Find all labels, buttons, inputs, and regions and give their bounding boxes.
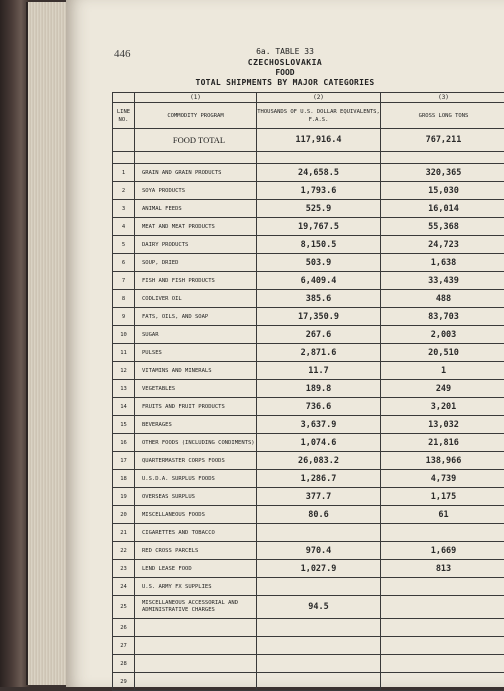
table-row <box>113 488 504 506</box>
commodity-name-cell: CIGARETTES AND TOBACCO <box>135 524 257 542</box>
line-number-cell: 14 <box>113 398 135 416</box>
column-number-3: (3) <box>381 93 504 103</box>
line-number-cell: 12 <box>113 362 135 380</box>
commodity-name-cell: FISH AND FISH PRODUCTS <box>135 272 257 290</box>
table-row <box>113 470 504 488</box>
tonnage-value-cell: 20,510 <box>381 344 504 362</box>
table-row <box>113 560 504 578</box>
tonnage-value-cell: 249 <box>381 380 504 398</box>
tonnage-value-cell: 138,966 <box>381 452 504 470</box>
dollar-value-cell: 17,350.9 <box>257 308 381 326</box>
dollar-value-cell: 24,658.5 <box>257 164 381 182</box>
dollar-value-cell: 94.5 <box>257 596 381 619</box>
table-id: 6a. TABLE 33 <box>66 47 504 56</box>
tonnage-value-cell: 2,003 <box>381 326 504 344</box>
line-number-cell: 10 <box>113 326 135 344</box>
commodity-name-cell: FATS, OILS, AND SOAP <box>135 308 257 326</box>
dollar-value-cell: 80.6 <box>257 506 381 524</box>
line-number-cell: 11 <box>113 344 135 362</box>
tonnage-value-cell: 15,030 <box>381 182 504 200</box>
line-number-cell: 16 <box>113 434 135 452</box>
table-row <box>113 506 504 524</box>
tonnage-value-cell <box>381 673 504 691</box>
table-row <box>113 542 504 560</box>
dollar-value-cell: 970.4 <box>257 542 381 560</box>
tonnage-value-cell: 13,032 <box>381 416 504 434</box>
dollar-value-cell: 189.8 <box>257 380 381 398</box>
dollar-value-cell <box>257 524 381 542</box>
line-number-cell: 27 <box>113 637 135 655</box>
tonnage-value-cell <box>381 655 504 673</box>
tonnage-value-cell <box>381 637 504 655</box>
program-header: COMMODITY PROGRAM <box>135 103 257 129</box>
line-number-cell: 25 <box>113 596 135 619</box>
commodity-name-cell: MISCELLANEOUS ACCESSORIAL AND ADMINISTRATIVE CHARGES <box>135 596 257 619</box>
tons-header: GROSS LONG TONS <box>381 103 504 129</box>
dollar-value-cell: 1,793.6 <box>257 182 381 200</box>
dollar-value-cell: 1,027.9 <box>257 560 381 578</box>
table-row <box>113 254 504 272</box>
table-row <box>113 272 504 290</box>
tonnage-value-cell <box>381 524 504 542</box>
commodity-name-cell: RED CROSS PARCELS <box>135 542 257 560</box>
dollar-value-cell <box>257 673 381 691</box>
tonnage-value-cell: 3,201 <box>381 398 504 416</box>
line-number-cell: 1 <box>113 164 135 182</box>
commodity-name-cell: OTHER FOODS (INCLUDING CONDIMENTS) <box>135 434 257 452</box>
tonnage-value-cell: 55,368 <box>381 218 504 236</box>
commodity-name-cell: CODLIVER OIL <box>135 290 257 308</box>
table-subtitle: TOTAL SHIPMENTS BY MAJOR CATEGORIES <box>66 78 504 87</box>
tonnage-value-cell: 813 <box>381 560 504 578</box>
line-number-cell: 15 <box>113 416 135 434</box>
commodity-name-cell <box>135 673 257 691</box>
table-row <box>113 308 504 326</box>
line-number-cell: 2 <box>113 182 135 200</box>
commodity-name-cell: PULSES <box>135 344 257 362</box>
line-number-cell: 26 <box>113 619 135 637</box>
table-row <box>113 290 504 308</box>
line-number-cell: 9 <box>113 308 135 326</box>
commodity-name-cell: SOUP, DRIED <box>135 254 257 272</box>
shipments-table <box>112 92 504 691</box>
line-number-cell: 22 <box>113 542 135 560</box>
commodity-name-cell: VEGETABLES <box>135 380 257 398</box>
line-number-cell: 7 <box>113 272 135 290</box>
column-header-row <box>113 103 504 129</box>
tonnage-value-cell: 1,638 <box>381 254 504 272</box>
commodity-name-cell: DAIRY PRODUCTS <box>135 236 257 254</box>
table-row <box>113 434 504 452</box>
table-row <box>113 452 504 470</box>
line-number-cell: 4 <box>113 218 135 236</box>
total-line-cell <box>113 129 135 152</box>
table-row <box>113 673 504 691</box>
line-number-cell: 23 <box>113 560 135 578</box>
table-row <box>113 637 504 655</box>
commodity-name-cell <box>135 637 257 655</box>
tonnage-value-cell <box>381 619 504 637</box>
table-row <box>113 619 504 637</box>
tonnage-value-cell <box>381 596 504 619</box>
line-number-cell: 19 <box>113 488 135 506</box>
commodity-name-cell: BEVERAGES <box>135 416 257 434</box>
table-row <box>113 200 504 218</box>
country-title: CZECHOSLOVAKIA <box>66 58 504 67</box>
commodity-name-cell: FRUITS AND FRUIT PRODUCTS <box>135 398 257 416</box>
food-total-row <box>113 129 504 152</box>
table-row <box>113 596 504 619</box>
table-row <box>113 326 504 344</box>
dollar-value-cell: 503.9 <box>257 254 381 272</box>
commodity-name-cell: QUARTERMASTER CORPS FOODS <box>135 452 257 470</box>
commodity-name-cell: SOYA PRODUCTS <box>135 182 257 200</box>
line-number-cell: 13 <box>113 380 135 398</box>
line-number-cell: 8 <box>113 290 135 308</box>
commodity-name-cell: MISCELLANEOUS FOODS <box>135 506 257 524</box>
tonnage-value-cell: 16,014 <box>381 200 504 218</box>
dollar-header: THOUSANDS OF U.S. DOLLAR EQUIVALENTS, F.A.S. <box>257 103 381 129</box>
table-row <box>113 578 504 596</box>
category-title: FOOD <box>66 68 504 77</box>
tonnage-value-cell: 24,723 <box>381 236 504 254</box>
tonnage-value-cell: 21,816 <box>381 434 504 452</box>
commodity-name-cell <box>135 619 257 637</box>
dollar-value-cell: 3,637.9 <box>257 416 381 434</box>
dollar-value-cell: 1,286.7 <box>257 470 381 488</box>
commodity-name-cell: SUGAR <box>135 326 257 344</box>
tonnage-value-cell: 61 <box>381 506 504 524</box>
table-row <box>113 524 504 542</box>
table-row <box>113 655 504 673</box>
commodity-name-cell: GRAIN AND GRAIN PRODUCTS <box>135 164 257 182</box>
table-row <box>113 398 504 416</box>
table-row <box>113 362 504 380</box>
dollar-value-cell: 26,083.2 <box>257 452 381 470</box>
line-number-cell: 21 <box>113 524 135 542</box>
spacer-row <box>113 152 504 164</box>
line-number-cell: 3 <box>113 200 135 218</box>
table-row <box>113 344 504 362</box>
column-number-1: (1) <box>135 93 257 103</box>
dollar-value-cell: 1,074.6 <box>257 434 381 452</box>
commodity-name-cell: MEAT AND MEAT PRODUCTS <box>135 218 257 236</box>
dollar-value-cell: 736.6 <box>257 398 381 416</box>
tonnage-value-cell: 83,703 <box>381 308 504 326</box>
line-number-cell: 18 <box>113 470 135 488</box>
food-total-dollars: 117,916.4 <box>257 129 381 152</box>
commodity-name-cell: LEND LEASE FOOD <box>135 560 257 578</box>
commodity-name-cell: U.S. ARMY FX SUPPLIES <box>135 578 257 596</box>
line-number-cell: 29 <box>113 673 135 691</box>
dollar-value-cell: 2,871.6 <box>257 344 381 362</box>
line-number-cell: 28 <box>113 655 135 673</box>
tonnage-value-cell: 488 <box>381 290 504 308</box>
line-no-header: LINE NO. <box>113 103 135 129</box>
line-number-cell: 24 <box>113 578 135 596</box>
commodity-name-cell: ANIMAL FEEDS <box>135 200 257 218</box>
table-row <box>113 236 504 254</box>
dollar-value-cell: 385.6 <box>257 290 381 308</box>
dollar-value-cell: 19,767.5 <box>257 218 381 236</box>
dollar-value-cell <box>257 619 381 637</box>
commodity-name-cell: OVERSEAS SURPLUS <box>135 488 257 506</box>
line-number-cell: 20 <box>113 506 135 524</box>
tonnage-value-cell: 33,439 <box>381 272 504 290</box>
book-page <box>66 0 504 687</box>
dollar-value-cell <box>257 655 381 673</box>
tonnage-value-cell: 320,365 <box>381 164 504 182</box>
dollar-value-cell: 377.7 <box>257 488 381 506</box>
line-number-cell: 5 <box>113 236 135 254</box>
table-row <box>113 218 504 236</box>
dollar-value-cell <box>257 637 381 655</box>
dollar-value-cell: 6,409.4 <box>257 272 381 290</box>
dollar-value-cell: 8,150.5 <box>257 236 381 254</box>
table-row <box>113 164 504 182</box>
dollar-value-cell: 267.6 <box>257 326 381 344</box>
tonnage-value-cell <box>381 578 504 596</box>
commodity-name-cell <box>135 655 257 673</box>
column-number-blank <box>113 93 135 103</box>
food-total-label: FOOD TOTAL <box>135 129 257 152</box>
column-number-row <box>113 93 504 103</box>
column-number-2: (2) <box>257 93 381 103</box>
commodity-name-cell: VITAMINS AND MINERALS <box>135 362 257 380</box>
line-number-cell: 17 <box>113 452 135 470</box>
line-number-cell: 6 <box>113 254 135 272</box>
page-number: 446 <box>114 48 131 60</box>
table-row <box>113 416 504 434</box>
table-row <box>113 380 504 398</box>
dollar-value-cell <box>257 578 381 596</box>
food-total-tons: 767,211 <box>381 129 504 152</box>
tonnage-value-cell: 1,669 <box>381 542 504 560</box>
dollar-value-cell: 525.9 <box>257 200 381 218</box>
tonnage-value-cell: 4,739 <box>381 470 504 488</box>
tonnage-value-cell: 1,175 <box>381 488 504 506</box>
tonnage-value-cell: 1 <box>381 362 504 380</box>
dollar-value-cell: 11.7 <box>257 362 381 380</box>
commodity-name-cell: U.S.D.A. SURPLUS FOODS <box>135 470 257 488</box>
table-row <box>113 182 504 200</box>
